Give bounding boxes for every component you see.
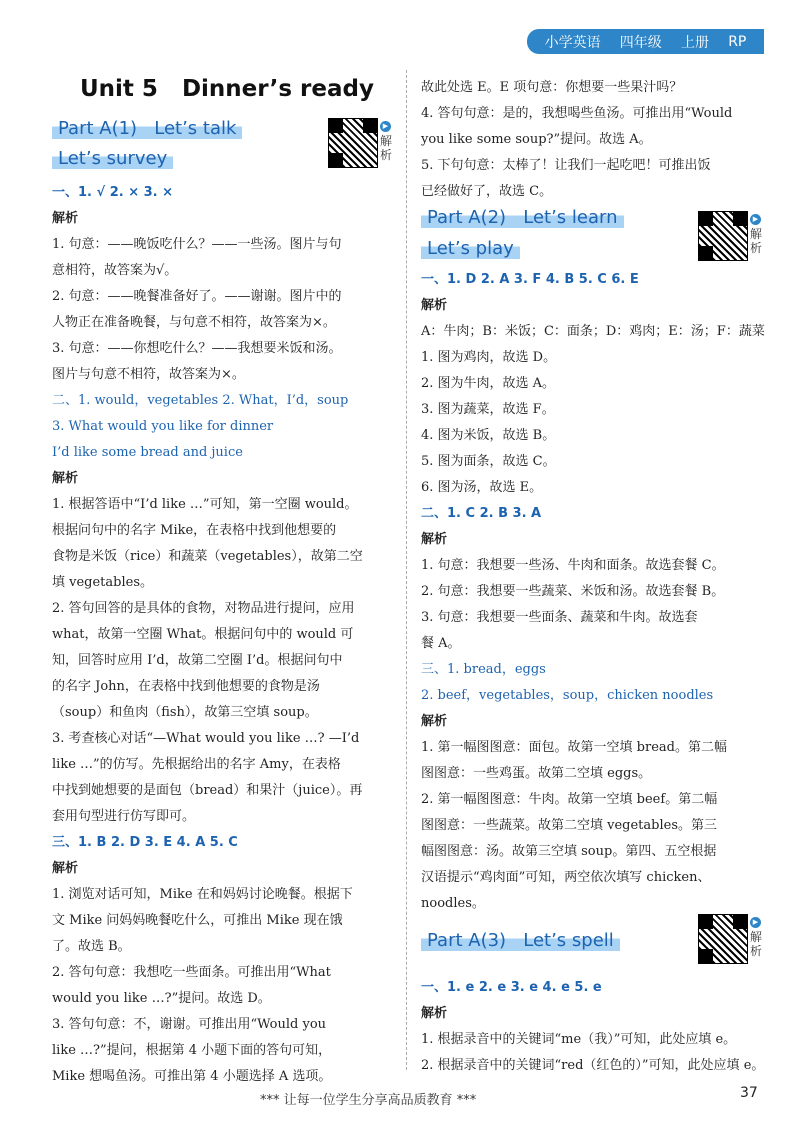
text-line: 人物正在准备晚餐，与句意不相符，故答案为×。 (52, 315, 336, 330)
text-line: 2. 答句回答的是具体的食物，对物品进行提问，应用 (52, 601, 355, 616)
text-line: like …”的仿写。先根据给出的名字 Amy，在表格 (52, 757, 341, 772)
text-line: 餐 A。 (421, 636, 461, 651)
text-line: 3. 考查核心对话“—What would you like …? —I’d (52, 731, 360, 746)
play-icon: ▶ (380, 121, 391, 132)
text-line: 知，回答时应用 I’d，故第二空圈 I’d。根据问句中 (52, 653, 343, 668)
text-line: 1. 浏览对话可知，Mike 在和妈妈讨论晚餐。根据下 (52, 887, 353, 902)
text-line: 3. 答句句意：不，谢谢。可推出用“Would you (52, 1017, 327, 1032)
text-line: like …?”提问，根据第 4 小题下面的答句可知， (52, 1043, 332, 1058)
section-subheading-a1: Let’s survey (52, 148, 173, 169)
text-line: 根据问句中的名字 Mike，在表格中找到他想要的 (52, 523, 337, 538)
answer-line: 2. beef，vegetables，soup，chicken noodles (421, 688, 714, 703)
text-line: 意相符，故答案为√。 (52, 263, 178, 278)
answer-line: 二、1. would，vegetables 2. What，I’d，soup (52, 393, 349, 408)
header-grade: 四年级 (619, 34, 662, 51)
header-term: 上册 (681, 34, 709, 51)
explanation-label: 解析 (421, 532, 448, 547)
text-line: 5. 下句句意：太棒了！让我们一起吃吧！可推出饭 (421, 158, 711, 173)
text-line: noodles。 (421, 896, 485, 911)
section-subheading-a2: Let’s play (421, 238, 520, 259)
text-line: 套用句型进行仿写即可。 (52, 809, 196, 824)
qr-code-icon[interactable] (698, 211, 748, 261)
text-line: 填 vegetables。 (52, 575, 154, 590)
text-line: 故此处选 E。E 项句意：你想要一些果汁吗？ (421, 80, 683, 95)
text-line: 1. 句意：我想要一些汤、牛肉和面条。故选套餐 C。 (421, 558, 725, 573)
qr-label: 解析 (750, 227, 763, 255)
qr-code-icon[interactable] (698, 914, 748, 964)
explanation-label: 解析 (421, 298, 448, 313)
answer-line: 三、1. bread，eggs (421, 662, 546, 677)
page-number: 37 (740, 1085, 758, 1101)
text-line: 中找到她想要的是面包（bread）和果汁（juice）。再 (52, 783, 363, 798)
answer-line: 一、1. D 2. A 3. F 4. B 5. C 6. E (421, 272, 639, 287)
text-line: 1. 根据录音中的关键词“me（我）”可知，此处应填 e。 (421, 1032, 737, 1047)
section-heading-a1: Part A(1) Let’s talk (52, 118, 242, 139)
answer-line: 一、1. √ 2. × 3. × (52, 185, 174, 200)
qr-code-icon[interactable] (328, 118, 378, 168)
answer-line: 三、1. B 2. D 3. E 4. A 5. C (52, 835, 238, 850)
text-line: A：牛肉；B：米饭；C：面条；D：鸡肉；E：汤；F：蔬菜 (421, 324, 765, 339)
section-heading-a3: Part A(3) Let’s spell (421, 930, 620, 951)
text-line: 5. 图为面条，故选 C。 (421, 454, 556, 469)
header-badge (527, 29, 764, 54)
text-line: 6. 图为汤，故选 E。 (421, 480, 543, 495)
text-line: 2. 根据录音中的关键词“red（红色的）”可知，此处应填 e。 (421, 1058, 765, 1073)
play-icon: ▶ (750, 917, 761, 928)
explanation-label: 解析 (421, 714, 448, 729)
text-line: 已经做好了，故选 C。 (421, 184, 553, 199)
qr-label: 解析 (380, 134, 393, 162)
text-line: would you like …?”提问。故选 D。 (52, 991, 271, 1006)
answer-line: 二、1. C 2. B 3. A (421, 506, 542, 521)
text-line: 图图意：一些蔬菜。故第二空填 vegetables。第三 (421, 818, 718, 833)
header-subject: 小学英语 (544, 34, 601, 51)
text-line: what，故第一空圈 What。根据问句中的 would 可 (52, 627, 354, 642)
text-line: 3. 句意：——你想吃什么？——我想要米饭和汤。 (52, 341, 342, 356)
text-line: 了。故选 B。 (52, 939, 131, 954)
text-line: 4. 答句句意：是的，我想喝些鱼汤。可推出用“Would (421, 106, 733, 121)
text-line: 3. 图为蔬菜，故选 F。 (421, 402, 555, 417)
unit-title: Unit 5 Dinner’s ready (80, 76, 374, 102)
text-line: you like some soup?”提问。故选 A。 (421, 132, 652, 147)
text-line: 2. 句意：我想要一些蔬菜、米饭和汤。故选套餐 B。 (421, 584, 725, 599)
text-line: 4. 图为米饭，故选 B。 (421, 428, 556, 443)
explanation-label: 解析 (52, 861, 79, 876)
text-line: 幅图图意：汤。故第三空填 soup。第四、五空根据 (421, 844, 717, 859)
text-line: Mike 想喝鱼汤。可推出第 4 小题选择 A 选项。 (52, 1069, 332, 1084)
text-line: 图片与句意不相符，故答案为×。 (52, 367, 245, 382)
text-line: 3. 句意：我想要一些面条、蔬菜和牛肉。故选套 (421, 610, 698, 625)
section-heading-a2: Part A(2) Let’s learn (421, 207, 624, 228)
answer-line: 一、1. e 2. e 3. e 4. e 5. e (421, 980, 602, 995)
text-line: 2. 第一幅图图意：牛肉。故第一空填 beef。第二幅 (421, 792, 718, 807)
text-line: 2. 答句句意：我想吃一些面条。可推出用“What (52, 965, 331, 980)
text-line: 1. 根据答语中“I’d like …”可知，第一空圈 would。 (52, 497, 358, 512)
text-line: 文 Mike 问妈妈晚餐吃什么，可推出 Mike 现在饿 (52, 913, 343, 928)
text-line: （soup）和鱼肉（fish），故第三空填 soup。 (52, 705, 318, 720)
text-line: 2. 图为牛肉，故选 A。 (421, 376, 556, 391)
qr-label: 解析 (750, 930, 763, 958)
text-line: 1. 句意：——晚饭吃什么？——一些汤。图片与句 (52, 237, 342, 252)
text-line: 图图意：一些鸡蛋。故第二空填 eggs。 (421, 766, 652, 781)
text-line: 2. 句意：——晚餐准备好了。——谢谢。图片中的 (52, 289, 342, 304)
footer-slogan: *** 让每一位学生分享高品质教育 *** (260, 1093, 477, 1108)
play-icon: ▶ (750, 214, 761, 225)
explanation-label: 解析 (421, 1006, 448, 1021)
text-line: 食物是米饭（rice）和蔬菜（vegetables），故第二空 (52, 549, 363, 564)
answer-line: 3. What would you like for dinner (52, 419, 274, 434)
answer-line: I’d like some bread and juice (52, 445, 243, 460)
explanation-label: 解析 (52, 471, 79, 486)
text-line: 1. 第一幅图图意：面包。故第一空填 bread。第二幅 (421, 740, 727, 755)
explanation-label: 解析 (52, 211, 79, 226)
column-divider (406, 70, 407, 1070)
text-line: 1. 图为鸡肉，故选 D。 (421, 350, 557, 365)
text-line: 汉语提示“鸡肉面”可知，两空依次填写 chicken、 (421, 870, 711, 885)
text-line: 的名字 John，在表格中找到他想要的食物是汤 (52, 679, 320, 694)
header-edition: RP (728, 33, 747, 50)
